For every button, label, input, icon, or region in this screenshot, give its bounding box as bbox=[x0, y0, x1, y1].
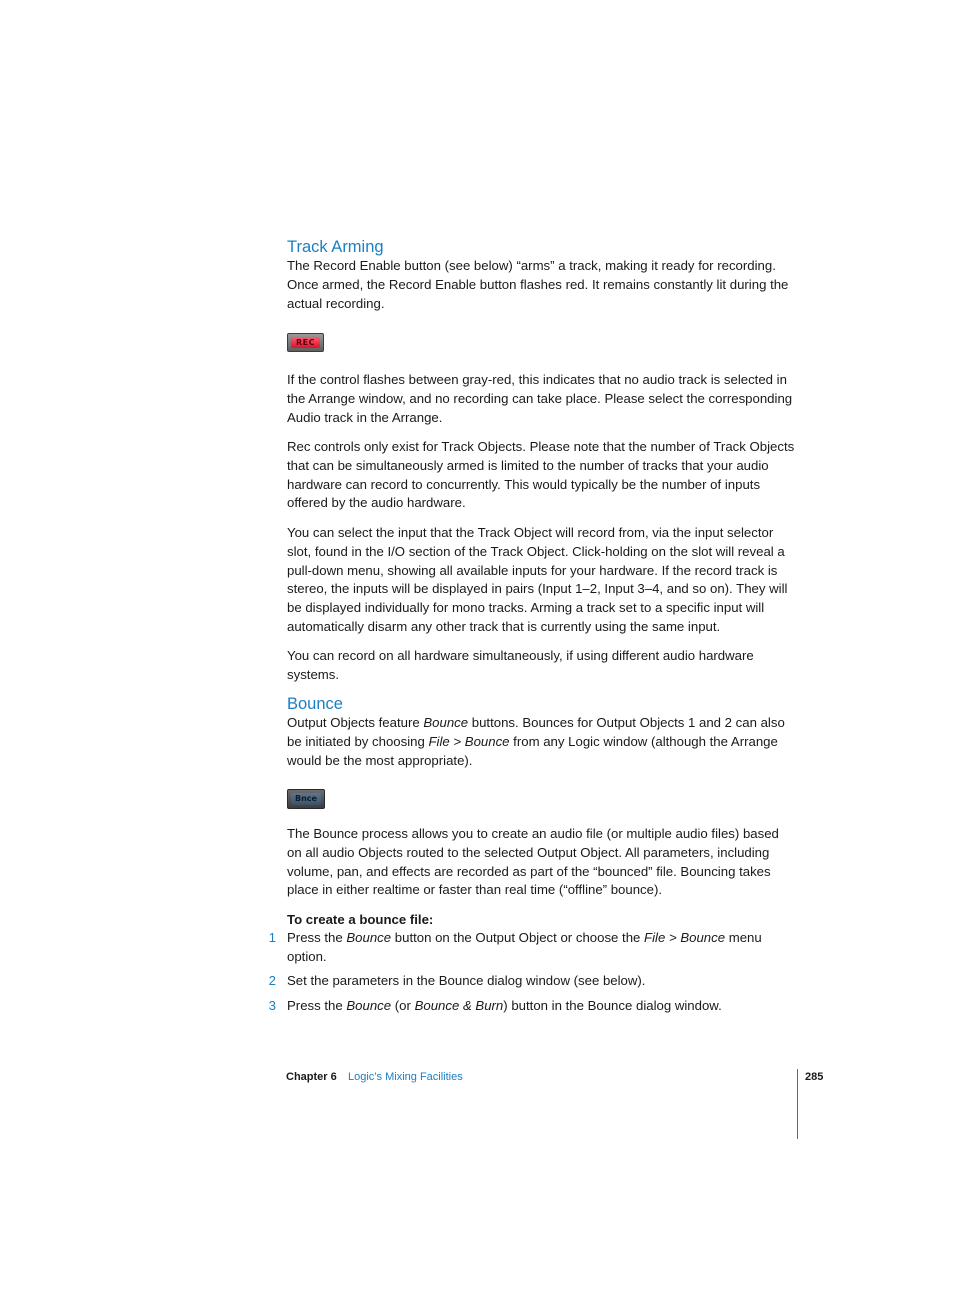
bounce-button-label: Bnce bbox=[291, 793, 321, 805]
page-number: 285 bbox=[805, 1071, 824, 1083]
section-heading-bounce: Bounce bbox=[287, 695, 343, 713]
task-title: To create a bounce file: bbox=[287, 912, 434, 927]
paragraph-flash: If the control flashes between gray-red, this indicates that no audio track is selected in the Arrange window, and no recording can take place. Please select the corresponding Audio track in the Arrange. bbox=[287, 372, 793, 425]
rec-button-label: REC bbox=[291, 337, 320, 348]
paragraph-all-hardware: You can record on all hardware simultaneously, if using different audio hardware systems. bbox=[287, 648, 754, 682]
paragraph-input-select: You can select the input that the Track Object will record from, via the input selector slot, found in the I/O section of the Track Object. Click-holding on the slot will reveal a pull-down menu, showing all available inputs for your hardware. If the record track is stereo, the inputs will be displayed in pairs (Input 1–2, Input 3–4, and so on). They will be displayed individually for mono tracks. Arming a track set to a specific input will automatically disarm any other track that is currently using the same input. bbox=[287, 525, 788, 634]
footer-divider bbox=[797, 1069, 798, 1139]
footer-chapter-title: Logic’s Mixing Facilities bbox=[348, 1071, 463, 1083]
paragraph-rec-controls: Rec controls only exist for Track Objects. Please note that the number of Track Objects that can be simultaneously armed is limited to the number of tracks that your audio hardware can record to concurrently. This would typically be the number of inputs offered by the audio hardware. bbox=[287, 439, 795, 511]
bounce-intro: Output Objects feature Bounce buttons. Bounces for Output Objects 1 and 2 can also be initiated by choosing File > Bounce from any Logic window (although the Arrange would be the most appropriate). bbox=[287, 715, 785, 768]
track-arming-intro: The Record Enable button (see below) “arms” a track, making it ready for recording. Once armed, the Record Enable button flashes red. It remains constantly lit during the actual recording. bbox=[287, 258, 789, 311]
step-number: 2 bbox=[268, 973, 276, 988]
bounce-button bbox=[287, 789, 325, 809]
footer-chapter: Chapter 6 bbox=[286, 1071, 337, 1083]
step-text: Press the Bounce (or Bounce & Burn) button in the Bounce dialog window. bbox=[287, 998, 722, 1013]
step-number: 1 bbox=[268, 930, 276, 945]
step-number: 3 bbox=[268, 998, 276, 1013]
paragraph-bounce-process: The Bounce process allows you to create an audio file (or multiple audio files) based on all audio Objects routed to the selected Output Object. All parameters, including volume, pan, and effects are recorded as part of the “bounced” file. Bouncing takes place in either realtime or faster than real time (“offline” bounce). bbox=[287, 826, 779, 898]
step-text: Set the parameters in the Bounce dialog window (see below). bbox=[287, 973, 646, 988]
section-heading-track-arming: Track Arming bbox=[287, 238, 384, 256]
step-text: Press the Bounce button on the Output Object or choose the File > Bounce menu option. bbox=[287, 930, 762, 964]
record-enable-button bbox=[287, 333, 324, 352]
